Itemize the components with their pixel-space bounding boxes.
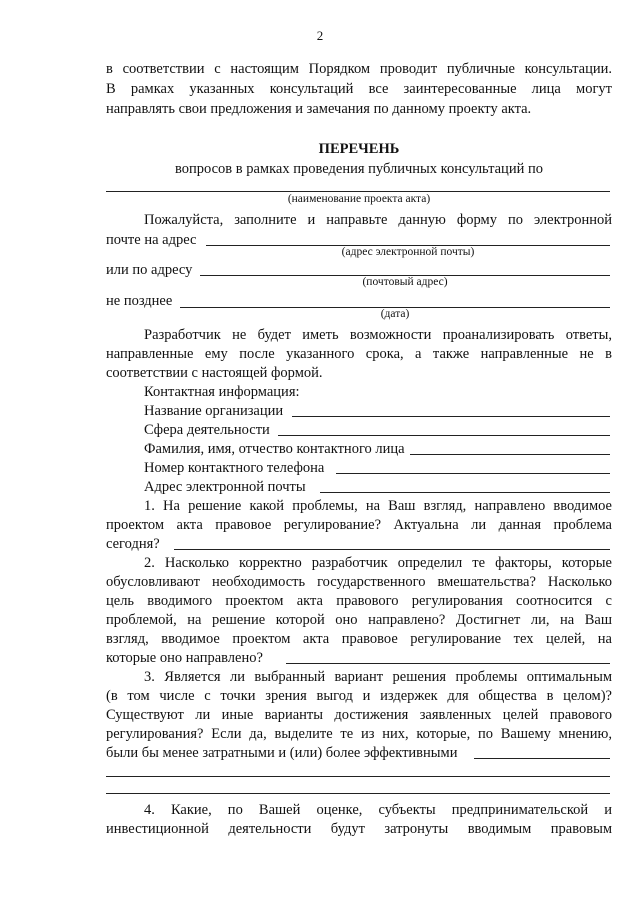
question-3-line-2: (в том числе с точки зрения выгод и издержек для общества в целом)? (106, 688, 612, 704)
contact-email-field[interactable] (320, 492, 610, 493)
question-1-answer-field[interactable] (174, 549, 610, 550)
question-2-line-3: цель вводимого проектом акта правового регулирования соотносится с (106, 593, 612, 609)
contact-name-label: Фамилия, имя, отчество контактного лица (144, 441, 405, 457)
question-3-line-1: 3. Является ли выбранный вариант решения проблемы оптимальным (144, 669, 612, 685)
intro-line-1: в соответствии с настоящим Порядком проводит публичные консультации. (106, 61, 612, 77)
question-3-line-4: регулирования? Если да, выделите те из них, которые, по Вашему мнению, (106, 726, 612, 742)
no-later-label: не позднее (106, 293, 173, 309)
contact-name-field[interactable] (410, 454, 610, 455)
page-number: 2 (316, 28, 324, 43)
developer-note-line-2: направленные ему после указанного срока, а также направленные не в (106, 346, 612, 362)
contact-org-field[interactable] (292, 416, 610, 417)
contact-sphere-field[interactable] (278, 435, 610, 436)
document-subheading: вопросов в рамках проведения публичных консультаций по (175, 161, 543, 177)
document-heading: ПЕРЕЧЕНЬ (318, 141, 400, 157)
question-1-line-3: сегодня? (106, 536, 160, 552)
please-line-1: Пожалуйста, заполните и направьте данную форму по электронной (144, 212, 612, 228)
question-3-answer-line-2[interactable] (106, 776, 610, 777)
question-4-line-2: инвестиционной деятельности будут затронуты вводимым правовым (106, 821, 612, 837)
question-2-answer-field[interactable] (286, 663, 610, 664)
developer-note-line-1: Разработчик не будет иметь возможности проанализировать ответы, (144, 327, 612, 343)
act-name-field[interactable] (106, 191, 610, 192)
please-line-2: почте на адрес (106, 232, 197, 248)
question-3-answer-line-3[interactable] (106, 793, 610, 794)
question-3-line-5: были бы менее затратными и (или) более эффективными (106, 745, 458, 761)
intro-line-2: В рамках указанных консультаций все заинтересованные лица могут (106, 81, 612, 97)
caption-postal: (почтовый адрес) (362, 276, 448, 288)
contact-sphere-label: Сфера деятельности (144, 422, 270, 438)
caption-email: (адрес электронной почты) (341, 246, 475, 258)
question-2-line-1: 2. Насколько корректно разработчик определил те факторы, которые (144, 555, 612, 571)
caption-act-name: (наименование проекта акта) (287, 193, 431, 205)
contact-org-label: Название организации (144, 403, 284, 419)
question-3-line-3: Существуют ли иные варианты достижения заявленных целей правового (106, 707, 612, 723)
contact-email-label: Адрес электронной почты (144, 479, 306, 495)
question-1-line-2: проектом акта правовое регулирование? Актуальна ли данная проблема (106, 517, 612, 533)
contact-phone-field[interactable] (336, 473, 610, 474)
question-1-line-1: 1. На решение какой проблемы, на Ваш взгляд, направлено вводимое (144, 498, 612, 514)
question-2-line-5: взгляд, вводимое проектом акта правовое регулирование тех целей, на (106, 631, 612, 647)
question-2-line-6: которые оно направлено? (106, 650, 263, 666)
intro-line-3: направлять свои предложения и замечания по данному проекту акта. (106, 101, 532, 117)
contact-phone-label: Номер контактного телефона (144, 460, 325, 476)
developer-note-line-3: соответствии с настоящей формой. (106, 365, 323, 381)
or-address-label: или по адресу (106, 262, 193, 278)
question-2-line-2: обусловливают необходимость государственного вмешательства? Насколько (106, 574, 612, 590)
question-2-line-4: проблемой, на решение которой оно направлено? Достигнет ли, на Ваш (106, 612, 612, 628)
question-3-answer-field[interactable] (474, 758, 610, 759)
caption-date: (дата) (380, 308, 410, 320)
contact-header: Контактная информация: (144, 384, 300, 400)
question-4-line-1: 4. Какие, по Вашей оценке, субъекты предпринимательской и (144, 802, 612, 818)
